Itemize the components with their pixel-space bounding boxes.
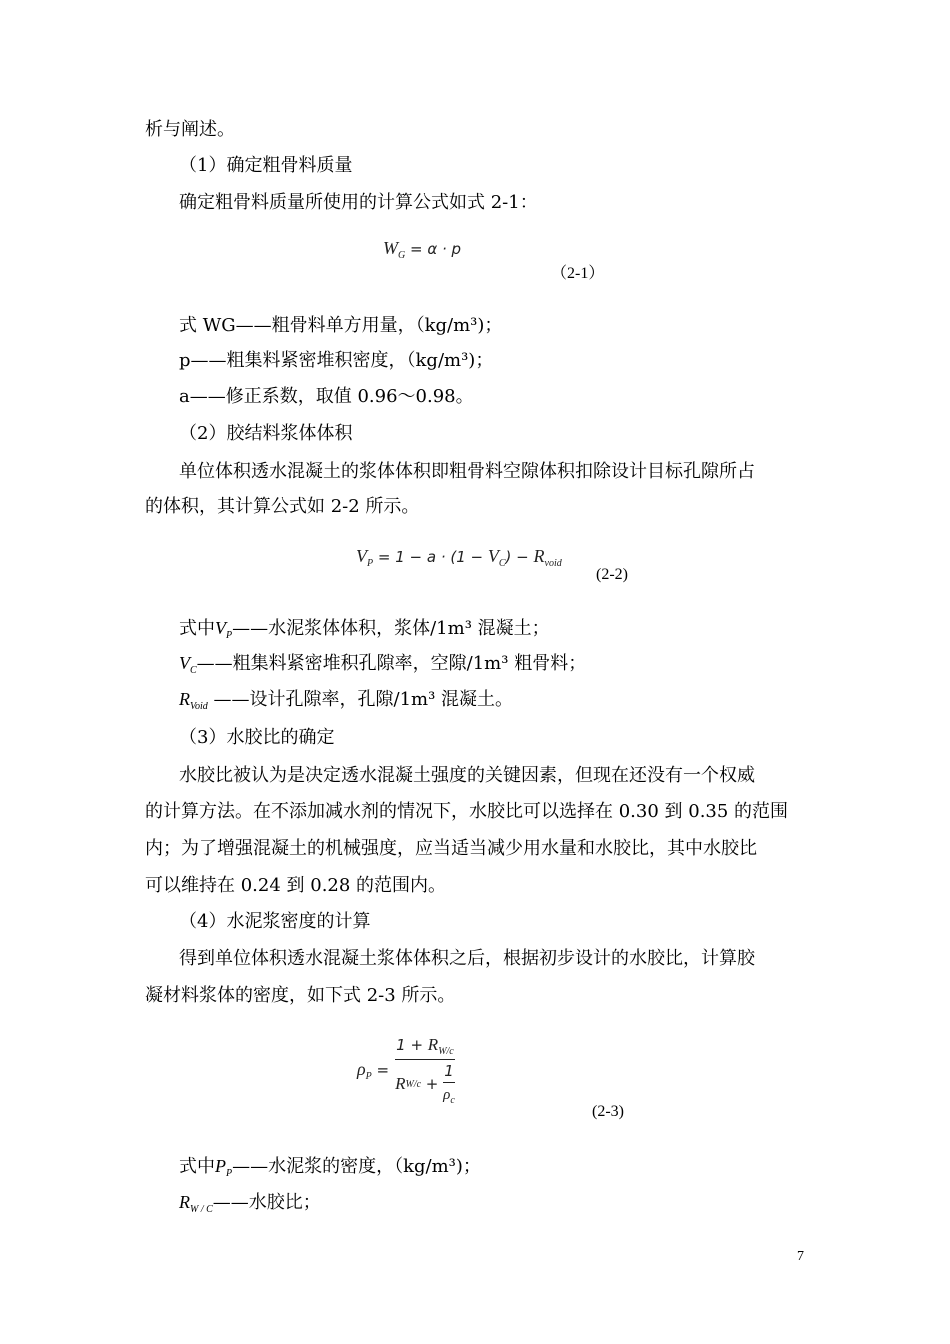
text-prefix: 式中: [179, 1156, 215, 1177]
variable-subscript: Void: [190, 701, 208, 712]
definition-line: [179, 1189, 321, 1223]
section-heading: （2）胶结料浆体体积: [179, 423, 353, 444]
text-prefix: 式中: [179, 618, 215, 639]
variable-subscript: P: [226, 1168, 233, 1179]
definition-text: ——设计孔隙率，孔隙/1m³ 混凝土。: [207, 689, 514, 710]
definition-text: ——水泥浆体体积，浆体/1m³ 混凝土；: [232, 618, 550, 639]
paragraph-line: 得到单位体积透水混凝土浆体体积之后，根据初步设计的水胶比，计算胶: [179, 948, 755, 969]
paragraph-line: 确定粗骨料质量所使用的计算公式如式 2-1：: [179, 192, 538, 213]
definition-line: 式 WG——粗骨料单方用量，（kg/m³)；: [179, 315, 503, 336]
variable: P: [215, 1156, 226, 1176]
paragraph-line: 的计算方法。在不添加减水剂的情况下，水胶比可以选择在 0.30 到 0.35 的范围: [145, 801, 789, 822]
variable-subscript: C: [190, 665, 197, 676]
variable: V: [179, 653, 190, 673]
equation-2-2: $V_P = 1 - a \cdot (1 - V_C) - R_{void}$: [356, 546, 562, 569]
paragraph-line: 凝材料浆体的密度，如下式 2-3 所示。: [145, 985, 456, 1006]
definition-line: [179, 1153, 481, 1187]
equation-number: (2-3): [592, 1103, 624, 1120]
section-heading: （3）水胶比的确定: [179, 727, 335, 748]
definition-text: ——水泥浆的密度，（kg/m³)；: [232, 1156, 481, 1177]
section-heading: （1）确定粗骨料质量: [179, 155, 353, 176]
definition-text: ——粗集料紧密堆积孔隙率，空隙/1m³ 粗骨料；: [196, 653, 587, 674]
equation-2-1: $W_G = \alpha \cdot p$: [383, 238, 462, 261]
definition-line: a——修正系数，取值 0.96～0.98。: [179, 386, 474, 407]
fraction: $1 + R_{W/c}$ R W/c + $\frac{1}{\rho_c}$: [395, 1035, 455, 1106]
variable-subscript: P: [226, 630, 233, 641]
variable: R: [179, 689, 190, 709]
variable-subscript: W / C: [190, 1204, 213, 1215]
paragraph-line: 析与阐述。: [145, 119, 235, 140]
definition-line: [179, 686, 513, 720]
definition-line: [179, 615, 550, 649]
paragraph-line: 可以维持在 0.24 到 0.28 的范围内。: [145, 875, 447, 896]
paragraph-line: 单位体积透水混凝土的浆体体积即粗骨料空隙体积扣除设计目标孔隙所占: [179, 461, 755, 482]
paragraph-line: 水胶比被认为是决定透水混凝土强度的关键因素，但现在还没有一个权威: [179, 765, 755, 786]
equation-number: (2-2): [596, 566, 628, 583]
definition-line: [179, 650, 586, 684]
variable: V: [215, 618, 226, 638]
equation-number: （2-1）: [551, 265, 605, 282]
paragraph-line: 的体积，其计算公式如 2-2 所示。: [145, 496, 420, 517]
paragraph-line: 内；为了增强混凝土的机械强度，应当适当减少用水量和水胶比，其中水胶比: [145, 838, 757, 859]
equation-2-3: $\rho_P$ = $1 + R_{W/c}$ R W/c + $\frac{1}{\rho_c}$: [357, 1035, 455, 1106]
variable: R: [179, 1192, 190, 1212]
page-number: 7: [797, 1249, 804, 1264]
section-heading: （4）水泥浆密度的计算: [179, 911, 371, 932]
definition-line: p——粗集料紧密堆积密度，（kg/m³)；: [179, 350, 494, 371]
definition-text: ——水胶比；: [212, 1192, 321, 1213]
